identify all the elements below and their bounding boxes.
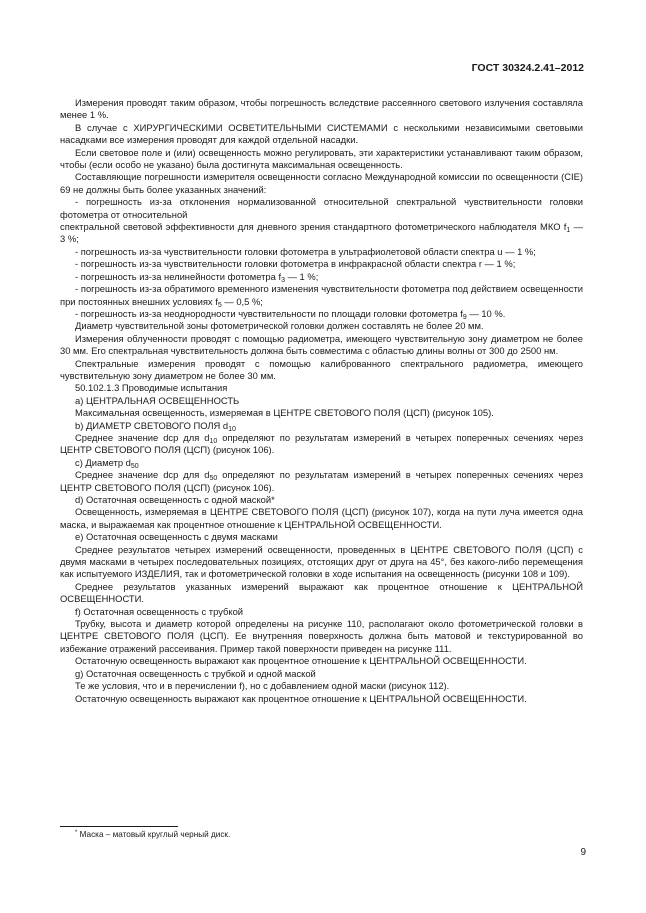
- paragraph: Спектральные измерения проводят с помощью калиброванного спектрального радиометра, имеющего чувствительную зону диаметром не более 30 мм.: [60, 357, 583, 381]
- paragraph: a) ЦЕНТРАЛЬНАЯ ОСВЕЩЕННОСТЬ: [75, 394, 240, 406]
- paragraph: e) Остаточная освещенность с двумя масками: [75, 531, 278, 543]
- paragraph: - погрешность из-за чувствительности головки фотометра в инфракрасной области спектра r — 1 %;: [75, 258, 516, 270]
- paragraph: Остаточную освещенность выражают как процентное отношение к ЦЕНТРАЛЬНОЙ ОСВЕЩЕННОСТИ.: [75, 655, 527, 667]
- footnote-text: Маска – матовый круглый черный диск.: [79, 830, 231, 839]
- paragraph: Среднее результатов четырех измерений освещенности, проведенных в ЦЕНТРЕ СВЕТОВОГО ПОЛЯ (ЦСП) с двумя масками в четырех последовательных позициях, отстоящих друг от друга на 45°, без какого-либо перемещения как испытуемого ИЗДЕЛИЯ, так и фотометрической головки в ходе испытания на освещенность (рисунки 108 и 109).: [60, 543, 583, 580]
- paragraph: Среднее результатов указанных измерений выражают как процентное отношение к ЦЕНТРАЛЬНОЙ ОСВЕЩЕННОСТИ.: [60, 580, 583, 605]
- paragraph: Среднее значение dср для $d_{10}$ определяют по результатам измерений в четырех поперечных сечениях через ЦЕНТР СВЕТОВОГО ПОЛЯ (ЦСП) (рисунок 106).: [60, 431, 583, 456]
- paragraph: - погрешность из-за обратимого временного изменения чувствительности фотометра под действием освещенности при постоянных внешних условиях $f_5$ — 0,5 %;: [60, 283, 583, 309]
- paragraph: спектральной световой эффективности для дневного зрения стандартного фотометрического наблюдателя МКО $f_1$ — 3 %;: [60, 221, 583, 245]
- paragraph: - погрешность из-за неоднородности чувствительности по площади головки фотометра $f_9$ — 10 %.: [75, 307, 506, 321]
- paragraph: c) Диаметр $d_{50}$: [75, 456, 139, 470]
- paragraph: Измерения проводят таким образом, чтобы погрешность вследствие рассеянного светового излучения составляла менее 1 %.: [60, 97, 583, 121]
- paragraph: В случае с ХИРУРГИЧЕСКИМИ ОСВЕТИТЕЛЬНЫМИ СИСТЕМАМИ с несколькими независимыми световыми насадками все измерения проводят для каждой отдельной насадки.: [60, 121, 583, 146]
- paragraph: 50.102.1.3 Проводимые испытания: [75, 382, 228, 394]
- paragraph: b) ДИАМЕТР СВЕТОВОГО ПОЛЯ $d_{10}$: [75, 419, 236, 433]
- paragraph: Измерения облученности проводят с помощью радиометра, имеющего чувствительную зону диаметром не более 30 мм. Его спектральная чувствительность должна быть совместима с областью длины волны от 300 до 2500 нм.: [60, 332, 583, 357]
- footnote: [75, 830, 230, 839]
- document-header: ГОСТ 30324.2.41–2012: [471, 62, 584, 74]
- paragraph: Если световое поле и (или) освещенность можно регулировать, эти характеристики устанавливают таким образом, чтобы (если особо не указано) была достигнута максимальная освещенность.: [60, 146, 583, 171]
- paragraph: Составляющие погрешности измерителя освещенности согласно Международной комиссии по освещенности (CIE) 69 не должны быть более указанных значений:: [60, 171, 583, 195]
- paragraph: Среднее значение dср для $d_{50}$ определяют по результатам измерений в четырех поперечных сечениях через ЦЕНТР СВЕТОВОГО ПОЛЯ (ЦСП) (рисунок 106).: [60, 469, 583, 493]
- paragraph: Те же условия, что и в перечислении f), но с добавлением одной маски (рисунок 112).: [75, 680, 450, 692]
- paragraph: Освещенность, измеряемая в ЦЕНТРЕ СВЕТОВОГО ПОЛЯ (ЦСП) (рисунок 107), когда на пути луча имеется одна маска, и выражаемая как процентное отношение к ЦЕНТРАЛЬНОЙ ОСВЕЩЕННОСТИ.: [60, 506, 583, 530]
- paragraph: Максимальная освещенность, измеряемая в ЦЕНТРЕ СВЕТОВОГО ПОЛЯ (ЦСП) (рисунок 105).: [75, 407, 494, 419]
- paragraph: - погрешность из-за нелинейности фотометра $f_3$ — 1 %;: [75, 270, 319, 284]
- document-body: [60, 97, 583, 705]
- paragraph: Остаточную освещенность выражают как процентное отношение к ЦЕНТРАЛЬНОЙ ОСВЕЩЕННОСТИ.: [75, 692, 527, 704]
- paragraph: - погрешность из-за отклонения нормализованной относительной спектральной чувствительности головки фотометра от относительной: [60, 196, 583, 220]
- paragraph: Трубку, высота и диаметр которой определены на рисунке 110, располагают около фотометрической головки в ЦЕНТРЕ СВЕТОВОГО ПОЛЯ (ЦСП). Ее внутренняя поверхность должна быть матовой и текстурированной во избежание отражений рассеивания. Пример такой поверхности приведен на рисунке 111.: [60, 618, 583, 654]
- page-number: 9: [580, 847, 586, 858]
- paragraph: d) Остаточная освещенность с одной маской*: [75, 494, 275, 505]
- paragraph: - погрешность из-за чувствительности головки фотометра в ультрафиолетовой области спектра u — 1 %;: [75, 245, 536, 257]
- footnote-marker: *: [75, 830, 78, 836]
- paragraph: f) Остаточная освещенность с трубкой: [75, 605, 244, 617]
- paragraph: g) Остаточная освещенность с трубкой и одной маской: [75, 667, 316, 679]
- footnote-divider: [60, 826, 178, 827]
- paragraph: Диаметр чувствительной зоны фотометрической головки должен составлять не более 20 мм.: [75, 320, 484, 332]
